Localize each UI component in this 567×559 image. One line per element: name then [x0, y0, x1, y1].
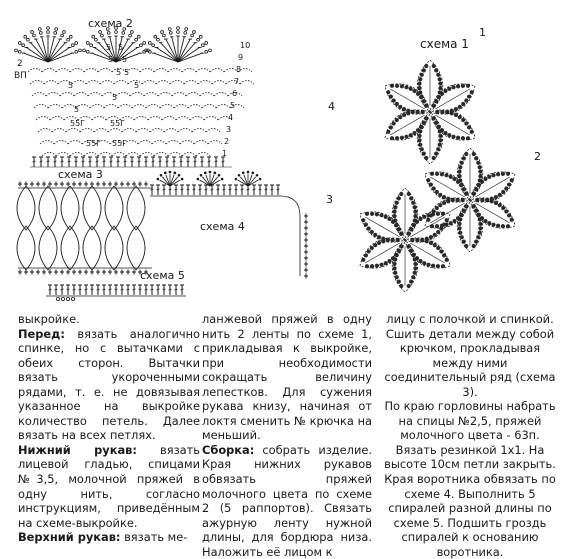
row-number: 3 [226, 125, 232, 134]
heading-upper-sleeve: Верхний рукав: [18, 530, 121, 545]
text-column-2 [202, 312, 372, 559]
stitch-label: 5 [122, 55, 128, 64]
petal-motif [392, 188, 418, 240]
stitch-label: 55Г [110, 119, 126, 128]
petal-motif [464, 163, 522, 211]
stitch-label: 55Г [112, 139, 128, 148]
petal-motif [354, 203, 412, 251]
paragraph-upper-sleeve [18, 530, 200, 545]
petal-motif [419, 163, 477, 211]
text-assembly: собрать изделие. Края нижних рукавов обвязать пряжей молочного цвета по схеме 2 (5 раппортов). Связать ажурную ленту нужной длины, для бордюра низа. Наложить её лицом к [202, 442, 372, 559]
row-number: 10 [240, 41, 251, 50]
heading-front: Перед: [18, 326, 65, 341]
stitch-label: 5 [116, 68, 122, 77]
petal-motif [424, 101, 482, 149]
vp-label-2: ВП [14, 71, 27, 81]
scheme-5-label: схема 5 [140, 269, 185, 282]
stitch-label: 55Г [86, 139, 102, 148]
petal-motif [379, 75, 437, 123]
stitch-label: 55Г [70, 119, 86, 128]
stitch-label: 5 [68, 81, 74, 90]
scheme-3-diagram [17, 168, 152, 275]
text-column-3 [380, 312, 560, 559]
petal-motif [354, 229, 412, 277]
fan-motif [15, 27, 82, 62]
row-number: 6 [232, 89, 238, 98]
stitch-label: 5 [74, 105, 80, 114]
stitch-label: 5 [108, 55, 114, 64]
petal-motif [417, 60, 443, 112]
scheme-4-label: схема 4 [200, 220, 245, 233]
stitch-label: 5 [118, 43, 124, 52]
paragraph-sleeve-cont: ланжевой пряжей в одну нить 2 ленты по схеме 1, прикладывая к выкройке, при необходимости сокращать величину лепестков. Для сужения рукава книзу, начиная от локтя сменить № крючка на меньший. [202, 312, 372, 443]
petal-motif [424, 75, 482, 123]
fan-motif [145, 27, 212, 62]
row-number: 1 [222, 149, 228, 158]
scheme-2-diagram [14, 17, 254, 167]
petal-number-1: 1 [479, 26, 486, 39]
row-number: 7 [234, 77, 240, 86]
stitch-label: 5 [112, 93, 118, 102]
scheme-3-label: схема 3 [58, 168, 103, 181]
row-number: 9 [238, 53, 244, 62]
scheme-1-diagram [326, 26, 541, 292]
text-lower-sleeve: вязать лицевой гладью, спицами №3,5, молочной пряжей в одну нить, согласно инструкциям, приведённым на схеме-выкройке. [18, 442, 200, 530]
row-number: 2 [224, 137, 230, 146]
paragraph-front [18, 327, 200, 443]
text-front: вязать аналогично спинке, но с вытачками с обеих сторон. Вытачки вязать укороченными рядами, т. е. не довязывая указанное на выкройке количество петель. Далее вязать на всех петлях. [18, 326, 200, 443]
stitch-label: 5 [106, 43, 112, 52]
row-number: 5 [230, 101, 236, 110]
paragraph-lower-sleeve [18, 443, 200, 530]
fan-motif [83, 27, 150, 62]
petal-number-2: 2 [534, 150, 541, 163]
paragraph-collar: По краю горловины набрать на спицы №2,5, пряжей молочного цвета - 63п. Вязать резинкой 1х1. На высоте 10см петли закрыть. Края воротника обвязать по схеме 4. Выполнить 5 спиралей разной длины по схеме 5. Подшить гроздь спиралей к основанию воротника. [384, 399, 556, 559]
scheme-1-label: схема 1 [420, 37, 469, 51]
instructions-text [0, 312, 567, 559]
petal-motif [379, 101, 437, 149]
stitch-label: 5 [124, 68, 130, 77]
paragraph-continued: выкройке. [18, 312, 80, 326]
scheme-4-diagram [150, 171, 308, 279]
text-column-1 [18, 312, 200, 545]
scheme-2-label: схема 2 [88, 17, 133, 30]
row-number: 8 [236, 65, 242, 74]
paragraph-assembly [202, 443, 372, 559]
text-upper-sleeve: вязать ме- [120, 530, 188, 545]
heading-lower-sleeve: Нижний рукав: [18, 442, 137, 457]
petal-motif [399, 229, 457, 277]
vp-label: 2 [17, 59, 23, 69]
petal-number-4: 4 [328, 100, 335, 113]
stitch-label: 5 [134, 81, 140, 90]
petal-motif [457, 200, 483, 252]
row-number: 4 [228, 113, 234, 122]
petal-number-3: 3 [326, 193, 333, 206]
paragraph-join: лицу с полочкой и спинкой. Сшить детали между собой крючком, прокладывая между ними соединительный ряд (схема 3). [384, 312, 556, 399]
petal-motif [399, 203, 457, 251]
petal-motif [392, 240, 418, 292]
petal-motif [464, 189, 522, 237]
heading-assembly: Сборка: [202, 442, 255, 457]
petal-motif [457, 148, 483, 200]
petal-motif [417, 112, 443, 164]
